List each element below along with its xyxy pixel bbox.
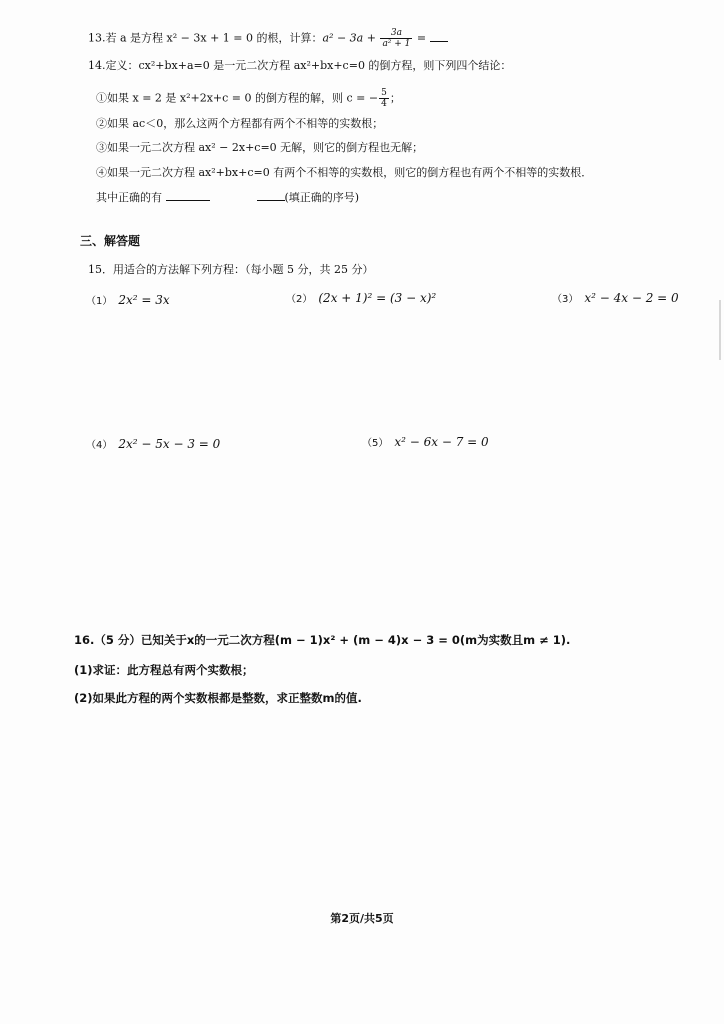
part-3-equation: x² − 4x − 2 = 0 [584, 291, 679, 305]
question-14-item-1 [96, 88, 401, 109]
fraction-denominator: a² + 1 [382, 39, 411, 49]
question-15-part-5 [362, 434, 489, 449]
answer-blank-2 [257, 190, 285, 201]
item-1-fraction [379, 88, 389, 109]
part-3-label: （3） [552, 294, 579, 305]
scan-edge-mark [719, 300, 721, 360]
section-3-title: 三、解答题 [80, 234, 141, 248]
item-1-text: ①如果 x = 2 是 x²+2x+c = 0 的倒方程的解，则 c = − [96, 91, 379, 105]
question-14-intro: 14.定义：cx²+bx+a=0 是一元二次方程 ax²+bx+c=0 的倒方程，则下列四个结论： [88, 59, 512, 72]
fraction-numerator: 5 [381, 88, 387, 98]
part-1-label: （1） [86, 296, 113, 307]
part-1-equation: 2x² = 3x [118, 293, 170, 307]
question-16-part-2: (2)如果此方程的两个实数根都是整数，求正整数m的值. [74, 691, 362, 705]
answer-blank-1 [166, 190, 210, 201]
part-5-label: （5） [362, 438, 389, 449]
question-14-item-3: ③如果一元二次方程 ax² − 2x+c=0 无解，则它的倒方程也无解； [96, 141, 424, 154]
question-13-answer-blank [430, 31, 448, 42]
part-2-label: （2） [286, 294, 313, 305]
question-15-intro: 15．用适合的方法解下列方程：（每小题 5 分，共 25 分） [88, 263, 374, 276]
item-1-end: ； [389, 91, 401, 105]
question-15-part-4 [86, 436, 220, 451]
fraction-denominator: 4 [381, 99, 387, 109]
question-13-fraction [380, 28, 412, 49]
question-13-prefix: 13.若 a 是方程 x² − 3x + 1 = 0 的根，计算： [88, 31, 323, 45]
part-4-equation: 2x² − 5x − 3 = 0 [118, 437, 221, 451]
fraction-numerator: 3a [380, 28, 412, 39]
part-4-label: （4） [86, 440, 113, 451]
question-16-intro: 16.（5 分）已知关于x的一元二次方程(m − 1)x² + (m − 4)x − 3 = 0(m为实数且m ≠ 1). [74, 633, 571, 647]
answer-hint: (填正确的序号) [284, 191, 360, 204]
answer-prompt: 其中正确的有 [96, 191, 162, 204]
question-14-item-4: ④如果一元二次方程 ax²+bx+c=0 有两个不相等的实数根，则它的倒方程也有两个不相等的实数根． [96, 166, 593, 179]
question-14-answer-line [96, 190, 359, 206]
question-13-equals: = [413, 31, 427, 45]
page-number: 第2页/共5页 [330, 912, 394, 925]
question-16-part-1: (1)求证：此方程总有两个实数根； [74, 663, 254, 677]
question-14-item-2: ②如果 ac＜0，那么这两个方程都有两个不相等的实数根； [96, 117, 384, 130]
question-13-expression: a² − 3a + [322, 31, 380, 45]
part-2-equation: (2x + 1)² = (3 − x)² [318, 291, 437, 305]
question-15-part-1 [86, 292, 170, 307]
question-15-part-2 [286, 290, 436, 305]
part-5-equation: x² − 6x − 7 = 0 [394, 435, 489, 449]
question-13 [88, 28, 448, 49]
question-15-part-3 [552, 290, 679, 305]
